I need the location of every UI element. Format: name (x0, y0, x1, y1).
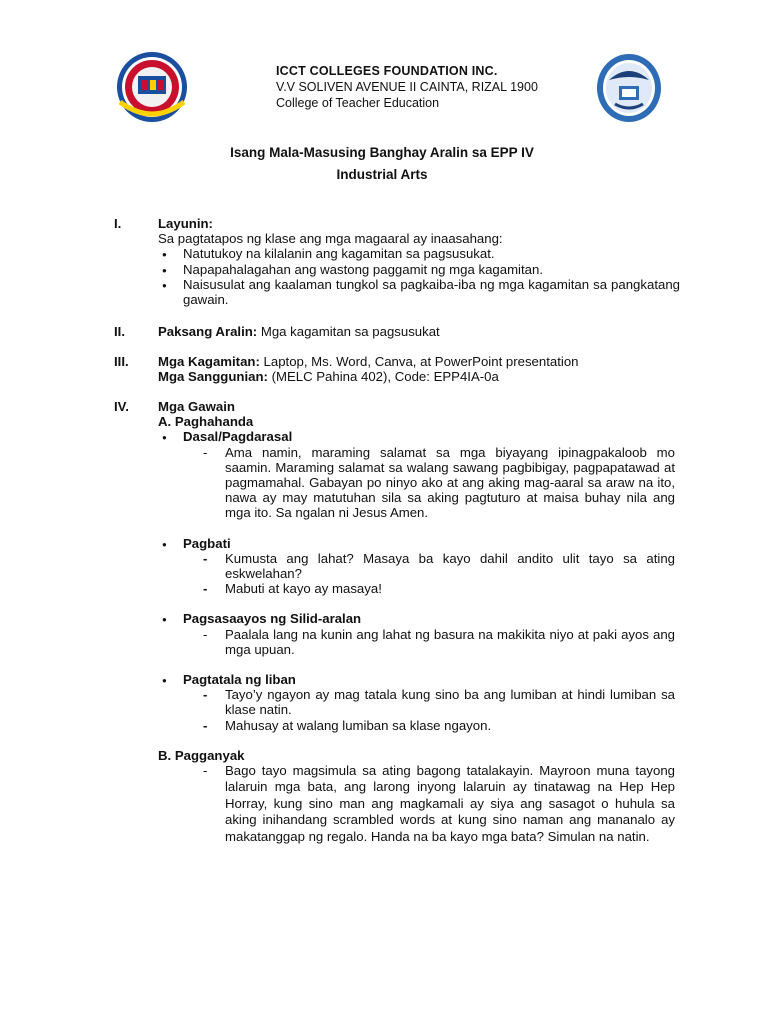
materials-label: Mga Kagamitan: (158, 354, 260, 369)
pagsasaayos-line (158, 627, 675, 657)
school-name: ICCT COLLEGES FOUNDATION INC. (276, 64, 498, 78)
attendance-text: Tayo’y ngayon ay mag tatala kung sino ba ang lumiban at hindi lumiban sa klase natin. (225, 687, 675, 718)
motivation-text: Bago tayo magsimula sa ating bagong tatalakayin. Mayroon muna tayong lalaruin mga bata, ang larong inyong lalaruin ay tinatawag na Hep Hep Horray, kung sino man ang magkamali ay siya ang sasagot o huhula sa aking inihandang scrambled words at kung sino naman ang mananalo ay makatanggap ng regalo. Handa na ba kayo mga bata? Simulan na natin. (225, 763, 675, 844)
section-number: III. (114, 354, 129, 369)
dasal-heading: ● Dasal/Pagdarasal (158, 429, 718, 444)
list-item: ● Natutukoy na kilalanin ang kagamitan sa pagsusukat. (158, 246, 680, 261)
list-item: ● Naisusulat ang kaalaman tungkol sa pagkaiba-iba ng mga kagamitan sa pangkatang gawain. (158, 277, 680, 307)
prayer-text: Ama namin, maraming salamat sa mga biyayang ipinagpakaloob mo saamin. Maraming salamat sa walang sawang pagbibigay, pagpapatawad at pagmamahal. Gabayan po ninyo ako at ang aking mag-aaral sa araw na ito, nawa ay may matutuhan sila sa aking pagtuturo at maisa buhay nila ang mga ito. Sa ngalan ni Jesus Amen. (225, 444, 675, 521)
dasal-text (158, 445, 675, 521)
references-label: Mga Sanggunian: (158, 369, 268, 385)
references-value: (MELC Pahina 402), Code: EPP4IA-0a (267, 369, 499, 385)
dash-mark: - (203, 626, 208, 642)
section-number: I. (114, 216, 122, 231)
section-heading: Paksang Aralin: (158, 324, 258, 339)
section-number: IV. (114, 399, 129, 414)
dash-mark: - (203, 717, 208, 733)
attendance-text: Mahusay at walang lumiban sa klase ngayon. (225, 717, 492, 733)
pagtatala-heading: ● Pagtatala ng liban (158, 672, 718, 687)
section-heading: Mga Gawain (158, 399, 235, 414)
subsection-b-label: B. Pagganyak (158, 747, 245, 763)
dash-mark: - (203, 444, 208, 460)
school-header (276, 63, 576, 111)
section-value: Mga kagamitan sa pagsusukat (257, 324, 440, 339)
pagbati-line (158, 581, 675, 596)
pagganyak-line (158, 763, 675, 845)
section-number: II. (114, 324, 125, 339)
subject-title: Industrial Arts (336, 167, 428, 182)
lesson-plan-title: Isang Mala-Masusing Banghay Aralin sa EPP IV (230, 145, 534, 160)
college-seal-logo (595, 52, 663, 124)
materials-value: Laptop, Ms. Word, Canva, at PowerPoint presentation (259, 354, 579, 369)
pagbati-heading: ● Pagbati (158, 536, 718, 551)
dash-mark: - (203, 763, 208, 779)
pagsasaayos-heading: ● Pagsasaayos ng Silid-aralan (158, 611, 718, 626)
dash-mark: - (203, 550, 208, 566)
subsection-a-label: A. Paghahanda (158, 414, 254, 430)
school-address: V.V SOLIVEN AVENUE II CAINTA, RIZAL 1900 (276, 80, 538, 94)
pagtatala-line (158, 687, 675, 717)
classroom-text: Paalala lang na kunin ang lahat ng basura na makikita niyo at paki ayos ang mga upuan. (225, 626, 675, 657)
college-name: College of Teacher Education (276, 96, 440, 110)
section-intro: Sa pagtatapos ng klase ang mga magaaral ay inaasahang: (158, 231, 503, 247)
greeting-text: Mabuti at kayo ay masaya! (225, 581, 382, 597)
list-item: ● Napapahalagahan ang wastong paggamit ng mga kagamitan. (158, 262, 680, 277)
dash-mark: - (203, 687, 208, 703)
greeting-text: Kumusta ang lahat? Masaya ba kayo dahil andito ulit tayo sa ating eskwelahan? (225, 550, 675, 582)
dash-mark: - (203, 581, 208, 597)
pagbati-line (158, 551, 675, 581)
section-heading: Layunin: (158, 216, 213, 231)
pagtatala-line (158, 718, 675, 733)
icct-logo (108, 50, 196, 124)
objectives-list (158, 246, 680, 307)
